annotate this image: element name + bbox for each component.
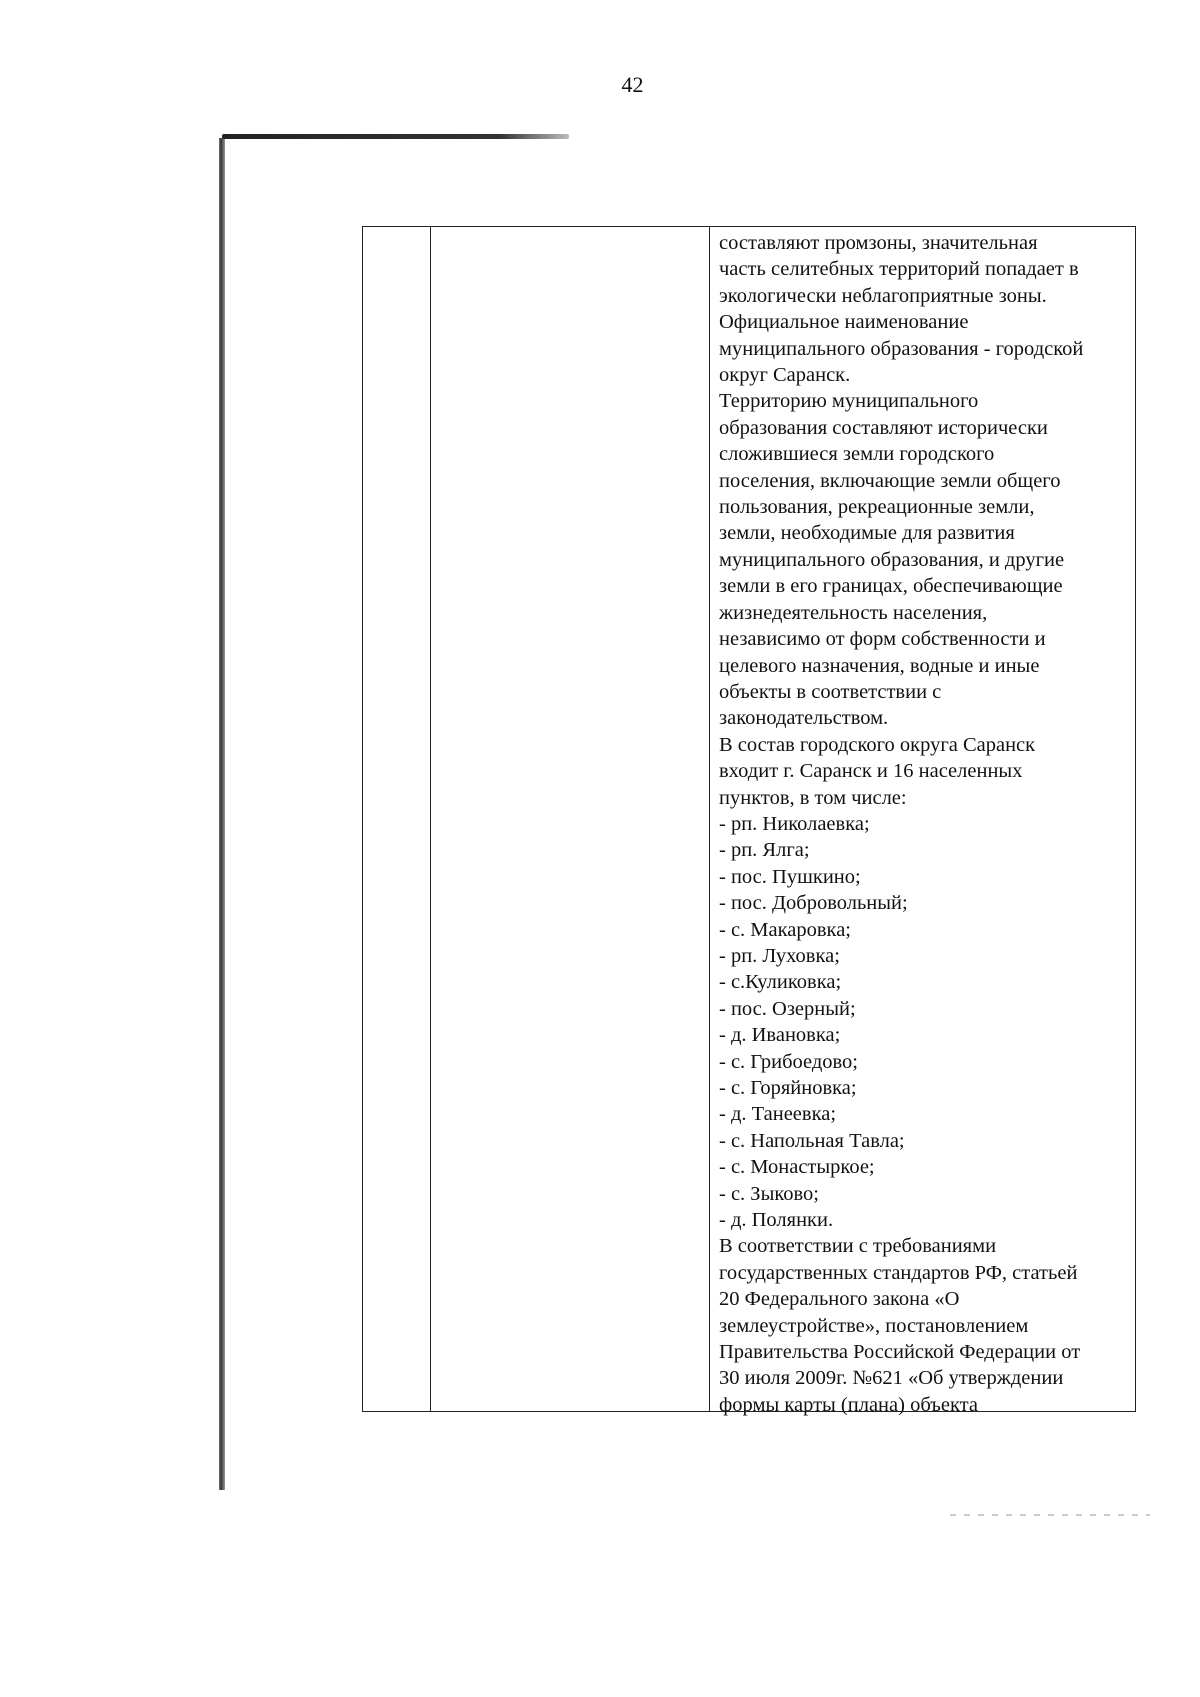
cell-text-line: Территорию муниципального: [719, 390, 979, 413]
cell-text-line: В соответствии с требованиями: [719, 1235, 997, 1258]
cell-text-line: образования составляют исторически: [719, 416, 1048, 439]
cell-text-line: - рп. Николаевка;: [719, 812, 870, 835]
scan-left-edge: [219, 138, 225, 1490]
page-number: 42: [621, 72, 644, 97]
cell-text-line: В состав городского округа Саранск: [719, 733, 1036, 756]
cell-text-line: целевого назначения, водные и иные: [719, 654, 1040, 677]
cell-text-line: входит г. Саранск и 16 населенных: [719, 760, 1023, 783]
cell-text-line: муниципального образования - городской: [719, 337, 1084, 360]
cell-text-line: земли, необходимые для развития: [719, 522, 1015, 545]
scan-bottom-noise: [950, 1514, 1150, 1516]
cell-text-line: - с. Грибоедово;: [719, 1050, 859, 1073]
cell-text-line: 30 июля 2009г. №621 «Об утверждении: [719, 1367, 1064, 1390]
cell-text-line: пользования, рекреационные земли,: [719, 496, 1035, 519]
cell-text-line: - пос. Добровольный;: [719, 892, 908, 915]
table-column-divider: [430, 227, 431, 1411]
cell-text-line: округ Саранск.: [719, 364, 851, 387]
cell-text-line: экологически неблагоприятные зоны.: [719, 284, 1047, 307]
cell-text-line: Правительства Российской Федерации от: [719, 1341, 1081, 1364]
cell-text-line: сложившиеся земли городского: [719, 443, 995, 466]
cell-text-line: часть селитебных территорий попадает в: [719, 258, 1079, 281]
cell-text-line: - рп. Луховка;: [719, 944, 840, 967]
cell-text-line: земли в его границах, обеспечивающие: [719, 575, 1063, 598]
cell-text-line: объекты в соответствии с: [719, 680, 942, 703]
cell-text-line: - рп. Ялга;: [719, 839, 810, 862]
scan-top-edge: [222, 134, 569, 139]
cell-text-line: - с. Напольная Тавла;: [719, 1129, 905, 1152]
cell-text-line: 20 Федерального закона «О: [719, 1288, 960, 1311]
cell-text-line: - д. Полянки.: [719, 1209, 834, 1232]
cell-text-line: муниципального образования, и другие: [719, 548, 1065, 571]
cell-text-line: - пос. Озерный;: [719, 997, 856, 1020]
cell-text-line: законодательством.: [719, 707, 889, 730]
cell-text-line: - с.Куликовка;: [719, 971, 842, 994]
cell-text-line: - с. Монастыркое;: [719, 1156, 875, 1179]
table-cell-text: [719, 230, 1131, 1418]
cell-text-line: поселения, включающие земли общего: [719, 469, 1061, 492]
cell-text-line: - с. Макаровка;: [719, 918, 851, 941]
cell-text-line: землеустройстве», постановлением: [719, 1314, 1029, 1337]
cell-text-line: жизнедеятельность населения,: [719, 601, 988, 624]
table-column-divider: [709, 227, 710, 1411]
cell-text-line: составляют промзоны, значительная: [719, 232, 1038, 254]
cell-text-line: - с. Горяйновка;: [719, 1077, 857, 1099]
cell-text-line: - д. Танеевка;: [719, 1103, 837, 1126]
cell-text-line: - пос. Пушкино;: [719, 865, 861, 888]
document-table: [362, 226, 1136, 1416]
cell-text-line: - с. Зыково;: [719, 1182, 819, 1205]
cell-text-line: - д. Ивановка;: [719, 1024, 841, 1047]
cell-text-line: формы карты (плана) объекта: [719, 1393, 978, 1416]
cell-text-line: государственных стандартов РФ, статьей: [719, 1261, 1078, 1284]
cell-text-line: независимо от форм собственности и: [719, 628, 1046, 651]
cell-text-line: Официальное наименование: [719, 311, 969, 334]
cell-text-line: пунктов, в том числе:: [719, 786, 907, 809]
